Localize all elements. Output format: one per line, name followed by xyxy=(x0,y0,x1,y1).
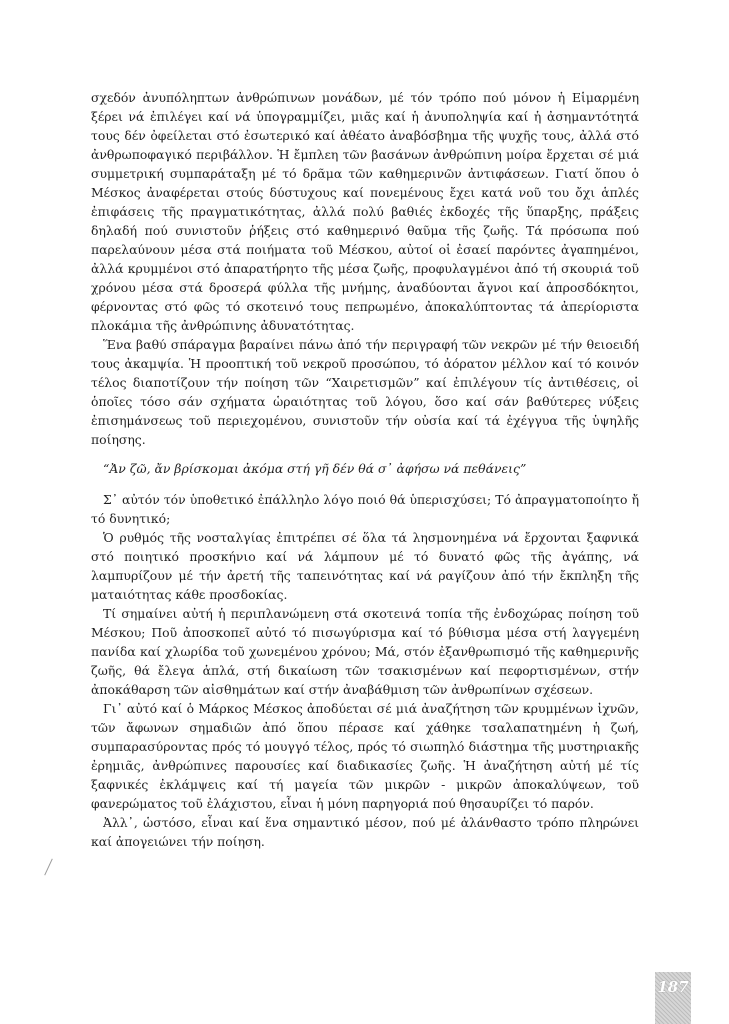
verse-quote: “Ἀν ζῶ, ἄν βρίσκομαι ἀκόμα στή γῆ δέν θά σ᾽ ἀφήσω νά πεθάνεις” xyxy=(103,461,527,476)
page-number-box xyxy=(655,972,691,1024)
paragraph-4: Ὁ ρυθμός τῆς νοσταλγίας ἐπιτρέπει σέ ὅλα τά λησμονημένα νά ἔρχονται ξαφνικά στό ποιητικό προσκήνιο καί νά λάμπουν μέ τό δυνατό φῶς τῆς ἀγάπης, νά λαμπυρίζουν μέ τήν ἀρετή τῆς ταπεινότητας καί νά ραγίζουν ἀπό τήν ἔκπληξη τῆς ματαιότητας κάθε προσδοκίας. xyxy=(91,530,639,602)
paragraph-1: σχεδόν ἀνυπόληπτων ἀνθρώπινων μονάδων, μέ τόν τρόπο πού μόνον ἡ Εἱμαρμένη ξέρει νά ἐπιλέγει καί νά ὑπογραμμίζει, μιᾶς καί ἡ ἀνυποληψία καί ἡ ἀσημαντότητά τους δέν ὀφείλεται στό ἐσωτερικό καί ἀθέατο ἀναβόσβημα τῆς ψυχῆς τους, ἀλλά στό ἀνθρωποφαγικό περιβάλλον. Ἡ ἔμπλεη τῶν βασάνων ἀνθρώπινη μοίρα ἔρχεται σέ μιά συμμετρική συμπαράταξη μέ τό δρᾶμα τῶν καθημερινῶν ἀντιφάσεων. Γιατί ὅπου ὁ Μέσκος ἀναφέρεται στούς δύστυχους καί πονεμένους ἔχει κατά νοῦ του ὄχι ἁπλές ἐπιφάσεις τῆς πραγματικότητας, ἀλλά πολύ βαθιές ἐκδοχές τῆς ὕπαρξης, πράξεις δηλαδή πού συνιστοῦν ῥήξεις στό καθημερινό θαῦμα τῆς ζωῆς. Τά πρόσωπα πού παρελαύνουν μέσα στά ποιήματα τοῦ Μέσκου, αὐτοί οἱ ἐσαεί παρόντες ἀγαπημένοι, ἀλλά κρυμμένοι στό ἀπαρατήρητο τῆς μέσα ζωῆς, προφυλαγμένοι ἀπό τή σκουριά τοῦ χρόνου μέσα στά δροσερά φύλλα τῆς μνήμης, ἀναδύονται ἄγνοι καί ἀπροσδόκητοι, φέρνοντας στό φῶς τό σκοτεινό τους πεπρωμένο, ἀποκαλύπτοντας τά ἀπερίοριστα πλοκάμια τῆς ἀνθρώπινης ἀδυνατότητας. xyxy=(91,90,639,333)
paragraph-2: Ἕνα βαθύ σπάραγμα βαραίνει πάνω ἀπό τήν περιγραφή τῶν νεκρῶν μέ τήν θειοειδή τους ἀκαμψία. Ἡ προοπτική τοῦ νεκροῦ προσώπου, τό ἀόρατον μέλλον καί τό κοινόν τέλος διαποτίζουν τήν ποίηση τῶν “Χαιρετισμῶν” καί ἐπιλέγουν τίς ἀντιθέσεις, οἱ ὁποῖες τόσο σάν σχήματα ὡραιότητας τοῦ λόγου, ὅσο καί σάν βαθύτερες νύξεις ἐπισημάνσεως τοῦ περιεχομένου, συνιστοῦν τήν οὐσία καί τά ἐχέγγυα τῆς ὑψηλῆς ποίησης. xyxy=(91,337,639,447)
paragraph-6: Γι᾽ αὐτό καί ὁ Μάρκος Μέσκος ἀποδύεται σέ μιά ἀναζήτηση τῶν κρυμμένων ἰχνῶν, τῶν ἄφωνων σημαδιῶν ἀπό ὅπου πέρασε καί χάθηκε τσαλαπατημένη ἡ ζωή, συμπαρασύροντας πρός τό μουγγό τέλος, πρός τό σιωπηλό διάστημα τῆς μυστηριακῆς ἐρημιᾶς, ἀνθρώπινες παρουσίες καί διαδικασίες ζωῆς. Ἡ ἀναζήτηση αὐτή μέ τίς ξαφνικές ἐκλάμψεις καί τή μαγεία τῶν μικρῶν - μικρῶν ἀποκαλύψεων, τοῦ φανερώματος τοῦ ἐλάχιστου, εἶναι ἡ μόνη παρηγοριά πού θησαυρίζει τό παρόν. xyxy=(91,701,639,811)
page-number: 187 xyxy=(657,978,689,996)
paragraph-3: Σ᾽ αὐτόν τόν ὑποθετικό ἐπάλληλο λόγο ποιό θά ὑπερισχύσει; Τό ἀπραγματοποίητο ἤ τό δυνητικό; xyxy=(91,492,639,526)
stray-pen-mark xyxy=(44,859,53,876)
paragraph-5: Τί σημαίνει αὐτή ἡ περιπλανώμενη στά σκοτεινά τοπία τῆς ἐνδοχώρας ποίηση τοῦ Μέσκου; Ποῦ ἀποσκοπεῖ αὐτό τό πισωγύρισμα καί τό βύθισμα μέσα στή λαγγεμένη πανίδα καί χλωρίδα τοῦ χωνεμένου χρόνου; Μά, στόν ἐξανθρωπισμό τῆς καθημερινῆς ζωῆς, θά ἔλεγα ἁπλά, στή δικαίωση τῶν τσακισμένων καί πεφορτισμένων, στήν ἀποκάθαρση τῶν αἰσθημάτων καί στήν ἀναβάθμιση τῶν ἀνθρωπίνων σχέσεων. xyxy=(91,606,639,697)
paragraph-7: Ἀλλ᾽, ὡστόσο, εἶναι καί ἕνα σημαντικό μέσον, πού μέ ἀλάνθαστο τρόπο πληρώνει καί ἀπογειώνει τήν ποίηση. xyxy=(91,815,639,849)
body-text xyxy=(91,88,639,851)
